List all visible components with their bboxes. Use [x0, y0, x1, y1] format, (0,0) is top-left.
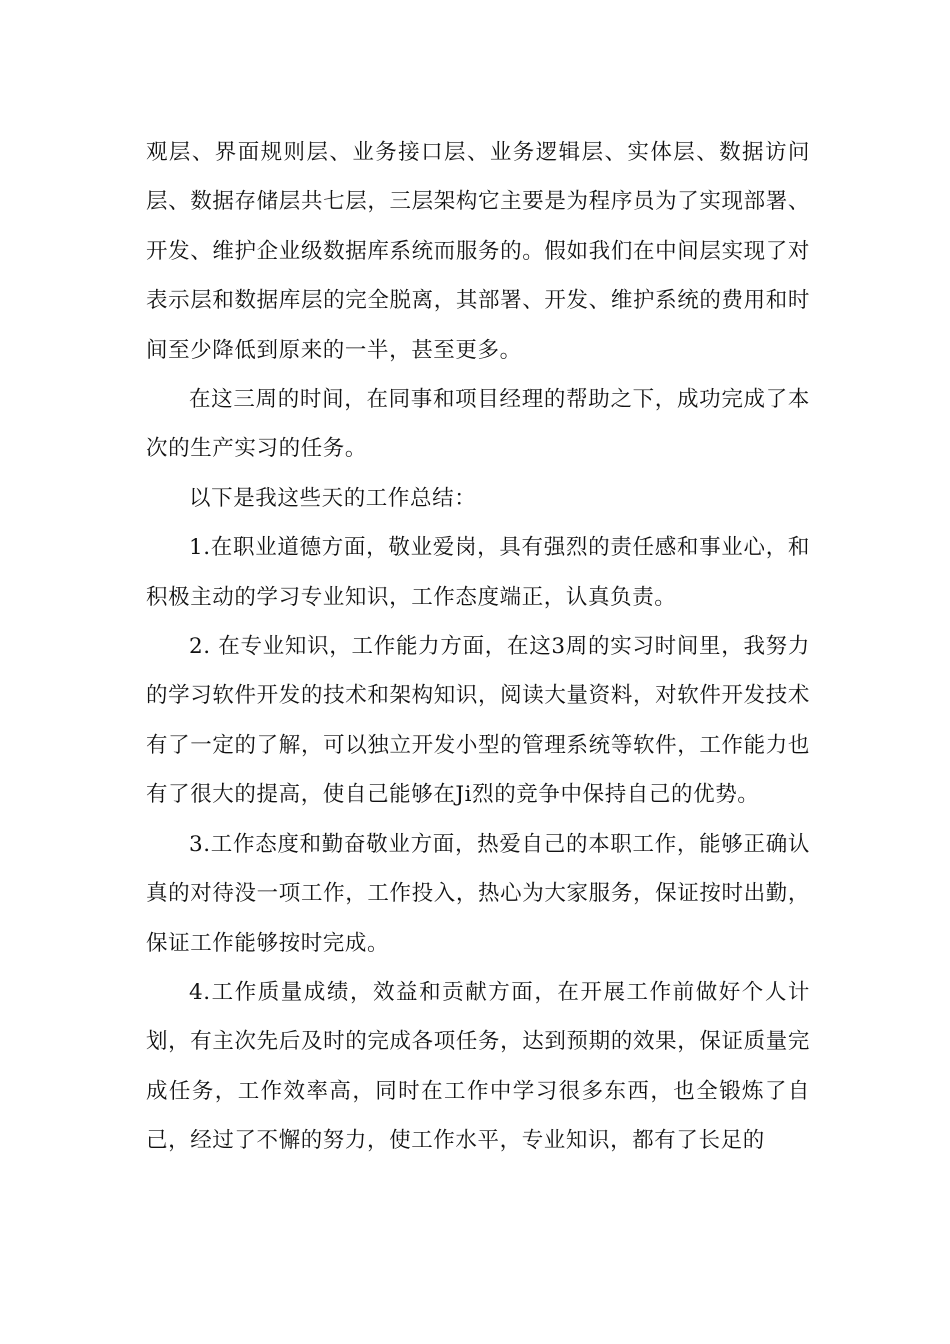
paragraph-item-4: 4.工作质量成绩，效益和贡献方面，在开展工作前做好个人计划，有主次先后及时的完成各项任务，达到预期的效果，保证质量完成任务，工作效率高，同时在工作中学习很多东西，也全锻炼了自己，经过了不懈的努力，使工作水平，专业知识，都有了长足的 — [146, 979, 810, 1154]
paragraph-item-2: 2. 在专业知识，工作能力方面，在这3周的实习时间里，我努力的学习软件开发的技术和架构知识，阅读大量资料，对软件开发技术有了一定的了解，可以独立开发小型的管理系统等软件，工作能力也有了很大的提高，使自己能够在Ji烈的竞争中保持自己的优势。 — [146, 634, 810, 808]
paragraph-item-1: 1.在职业道德方面，敬业爱岗，具有强烈的责任感和事业心，和积极主动的学习专业知识，工作态度端正，认真负责。 — [146, 535, 810, 610]
paragraph-architecture: 观层、界面规则层、业务接口层、业务逻辑层、实体层、数据访问层、数据存储层共七层，三层架构它主要是为程序员为了实现部署、开发、维护企业级数据库系统而服务的。假如我们在中间层实现了对表示层和数据库层的完全脱离，其部署、开发、维护系统的费用和时间至少降低到原来的一半，甚至更多。 — [146, 140, 810, 363]
paragraph-item-3: 3.工作态度和勤奋敬业方面，热爱自己的本职工作，能够正确认真的对待没一项工作，工作投入，热心为大家服务，保证按时出勤，保证工作能够按时完成。 — [146, 831, 810, 956]
paragraph-three-weeks: 在这三周的时间，在同事和项目经理的帮助之下，成功完成了本次的生产实习的任务。 — [146, 387, 810, 462]
paragraph-summary-intro: 以下是我这些天的工作总结： — [189, 485, 477, 511]
document-body — [146, 128, 810, 1166]
